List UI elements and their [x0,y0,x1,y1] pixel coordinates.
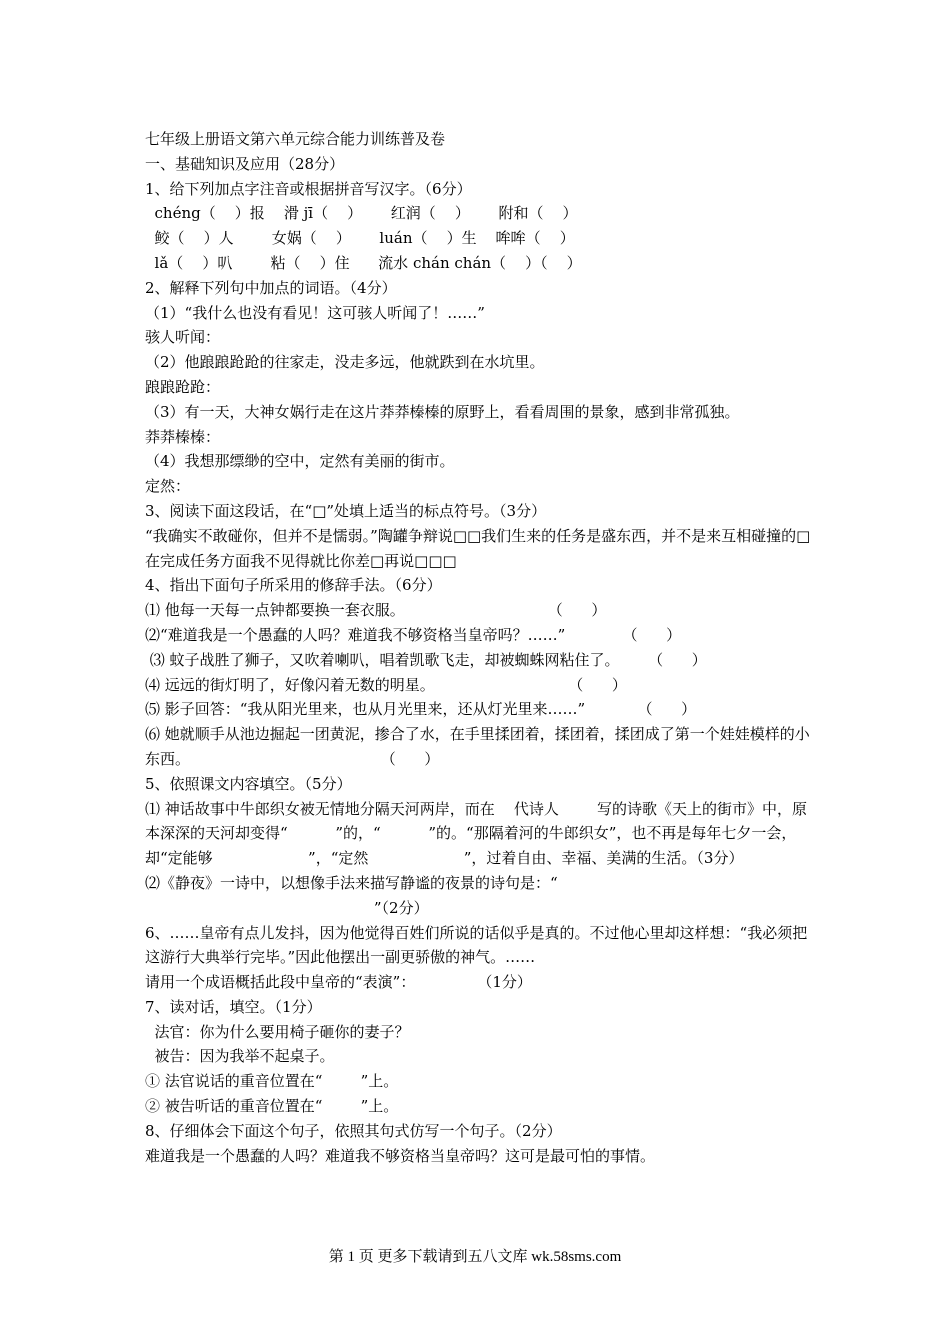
q4-item-5: ⑸ 影子回答：“我从阳光里来，也从月光里来，还从灯光里来……” （ ） [145,700,697,719]
q1-row-1: chéng（ ）报 滑 jī（ ） 红润（ ） 附和（ ） [145,204,578,223]
question-5-heading: 5、依照课文内容填空。（5分） [145,774,352,793]
q4-item-2: ⑵“难道我是一个愚蠢的人吗？难道我不够资格当皇帝吗？……” （ ） [145,625,682,644]
question-6-passage: 6、……皇帝有点儿发抖，因为他觉得百姓们所说的话似乎是真的。不过他心里却这样想：“我必须把这游行大典举行完毕。”因此他摆出一副更骄傲的神气。…… [145,923,808,967]
question-4-heading: 4、指出下面句子所采用的修辞手法。（6分） [145,576,442,595]
question-1-heading: 1、给下列加点字注音或根据拼音写汉字。（6分） [145,179,472,198]
q4-item-3: ⑶ 蚊子战胜了狮子，又吹着喇叭，唱着凯歌飞走，却被蜘蛛网粘住了。 （ ） [145,650,707,669]
document-title: 七年级上册语文第六单元综合能力训练普及卷 [145,130,446,148]
q2-sentence-4: （4）我想那缥缈的空中，定然有美丽的街市。 [145,452,455,471]
q4-item-1: ⑴ 他每一天每一点钟都要换一套衣服。 （ ） [145,601,607,620]
question-8-heading: 8、仔细体会下面这个句子，依照其句式仿写一个句子。（2分） [145,1121,562,1140]
q7-answer-1: ① 法官说话的重音位置在“ ”上。 [145,1072,399,1091]
q2-sentence-2: （2）他踉踉跄跄的往家走，没走多远，他就跌到在水坑里。 [145,353,545,372]
q5-part-1: ⑴ 神话故事中牛郎织女被无情地分隔天河两岸，而在 代诗人 写的诗歌《天上的街市》中，原本深深的天河却变得“ ”的，“ ”的。“那隔着河的牛郎织女”，也不再是每年七夕一会，却“定能够 ”，“定然 ”，过着自由、幸福、美满的生活。（3分） [145,799,807,868]
q1-row-3: lǎ（ ）叭 粘（ ）住 流水 chán chán（ ）（ ） [145,253,582,272]
q2-word-1: 骇人听闻： [145,328,221,347]
document-body [145,127,815,1168]
question-3-heading: 3、阅读下面这段话，在“□”处填上适当的标点符号。（3分） [145,501,547,520]
question-2-heading: 2、解释下列句中加点的词语。（4分） [145,278,397,297]
section-heading: 一、基础知识及应用（28分） [145,154,345,173]
q7-dialogue-1: 法官：你为什么要用椅子砸你的妻子？ [145,1022,410,1041]
q2-word-2: 踉踉跄跄： [145,377,221,396]
q3-passage: “我确实不敢碰你，但并不是懦弱。”陶罐争辩说□□我们生来的任务是盛东西，并不是来互相碰撞的□在完成任务方面我不见得就比你差□再说□□□ [145,526,811,570]
question-7-heading: 7、读对话，填空。（1分） [145,997,322,1016]
q7-dialogue-2: 被告：因为我举不起桌子。 [145,1047,335,1066]
q4-item-6: ⑹ 她就顺手从池边掘起一团黄泥，掺合了水，在手里揉团着，揉团着，揉团成了第一个娃娃模样的小东西。 （ ） [145,725,810,768]
page-footer: 第 1 页 更多下载请到五八文库 wk.58sms.com [328,1249,622,1265]
q2-word-4: 定然： [145,477,191,496]
q7-answer-2: ② 被告听话的重音位置在“ ”上。 [145,1097,399,1116]
q5-part-2-line-2: ”（2分） [145,898,429,917]
q6-prompt: 请用一个成语概括此段中皇帝的“表演”： （1分） [145,973,532,992]
q1-row-2: 鲛（ ）人 女娲（ ） luán（ ）生 哞哞（ ） [145,229,575,248]
q4-item-4: ⑷ 远远的街灯明了，好像闪着无数的明星。 （ ） [145,675,627,694]
q2-word-3: 莽莽榛榛： [145,427,221,446]
q5-part-2-line-1: ⑵《静夜》一诗中，以想像手法来描写静谧的夜景的诗句是：“ [145,873,558,892]
q2-sentence-3: （3）有一天，大神女娲行走在这片莽莽榛榛的原野上，看看周围的景象，感到非常孤独。 [145,402,740,421]
q8-sentence: 难道我是一个愚蠢的人吗？难道我不够资格当皇帝吗？这可是最可怕的事情。 [145,1146,656,1165]
q2-sentence-1: （1）“我什么也没有看见！这可骇人听闻了！……” [145,303,485,322]
